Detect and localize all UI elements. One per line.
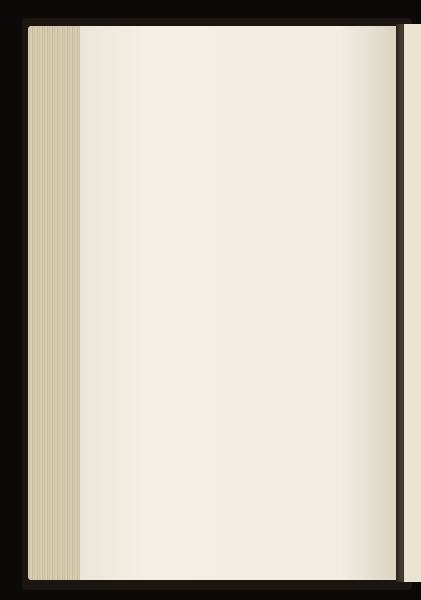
book-page (80, 26, 396, 580)
running-header (106, 55, 392, 73)
ornament-band (106, 112, 386, 126)
page-edges (28, 26, 80, 580)
body-text (107, 205, 393, 207)
facing-page-fragment (404, 24, 421, 582)
